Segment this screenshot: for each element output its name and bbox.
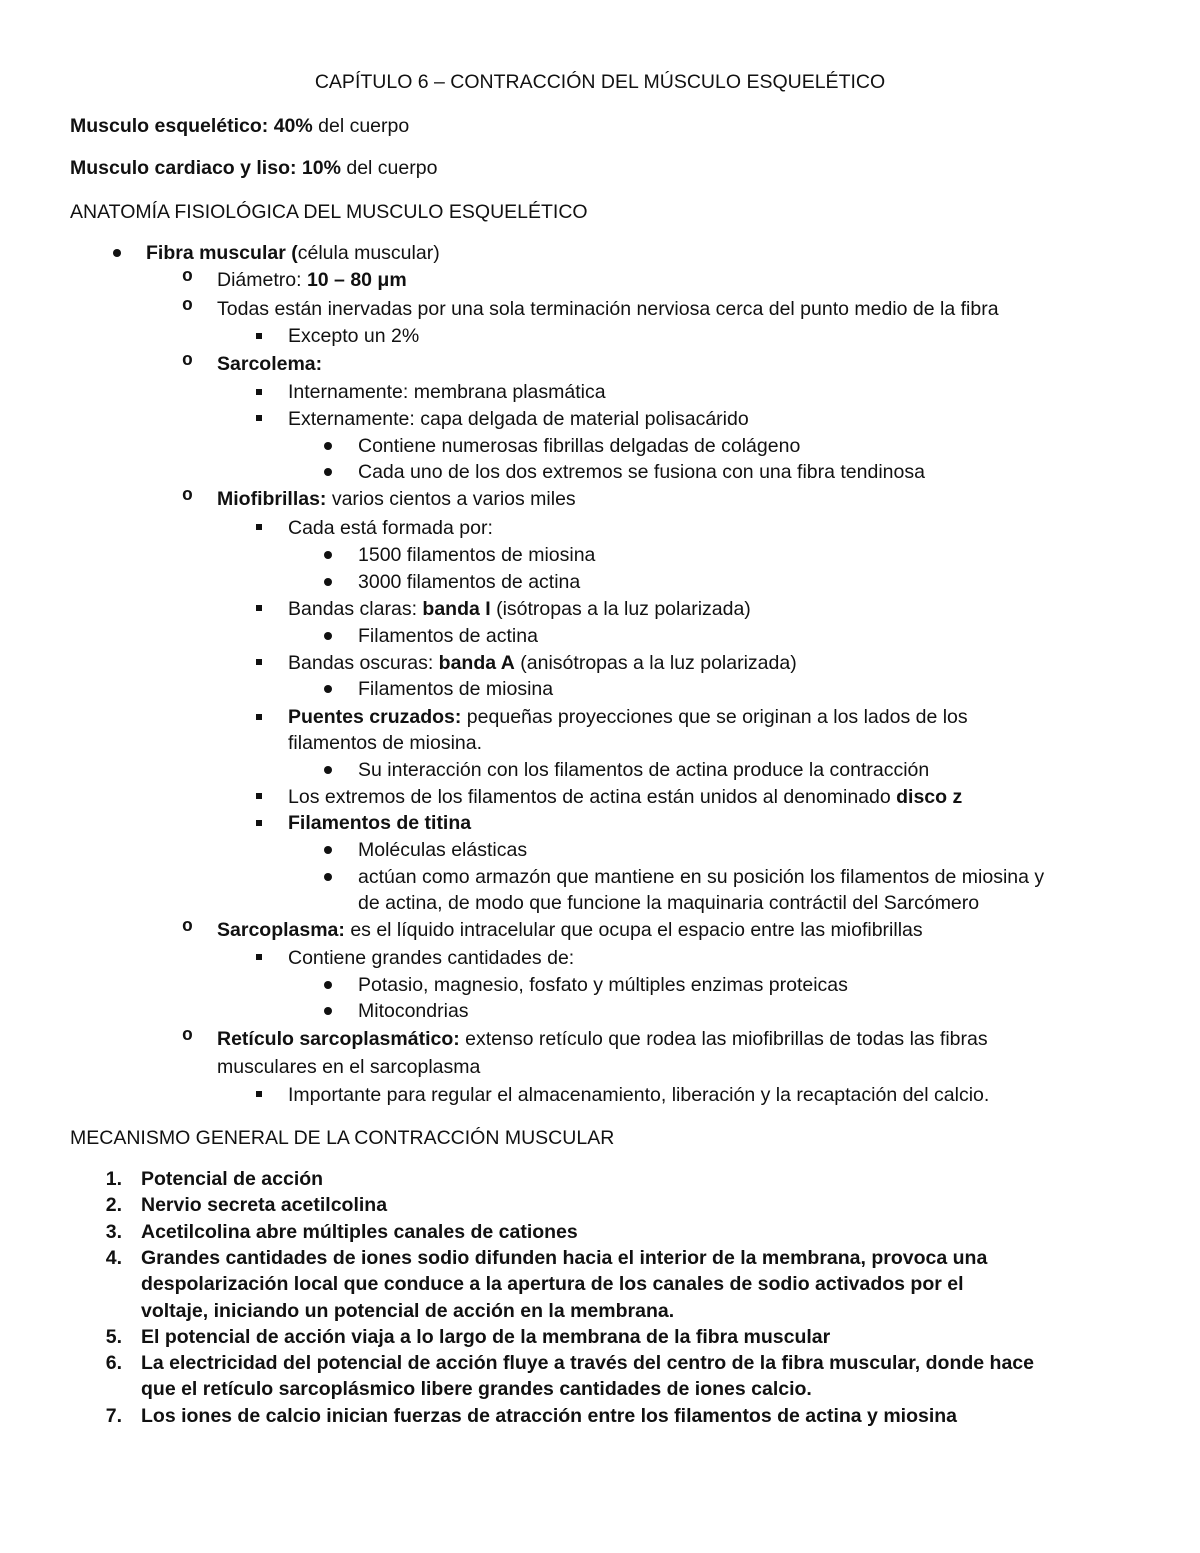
- step-text: Los iones de calcio inician fuerzas de atracción entre los filamentos de actina y miosina: [141, 1404, 958, 1427]
- item-diametro: Diámetro: 10 – 80 μm: [217, 269, 407, 291]
- bullet-dot-icon: [324, 468, 332, 476]
- bullet-dot-icon: [324, 551, 332, 559]
- item-mitocondrias: Mitocondrias: [358, 1000, 469, 1022]
- item-puentes: Puentes cruzados: pequeñas proyecciones que se originan a los lados de los: [288, 706, 968, 728]
- bullet-square-icon: [256, 524, 262, 530]
- item-excepto: Excepto un 2%: [288, 325, 420, 347]
- bullet-square-icon: [256, 415, 262, 421]
- bullet-dot-icon: [324, 1007, 332, 1015]
- document-title: CAPÍTULO 6 – CONTRACCIÓN DEL MÚSCULO ESQUELÉTICO: [314, 71, 886, 93]
- item-sarcoplasma: Sarcoplasma: es el líquido intracelular que ocupa el espacio entre las miofibrillas: [217, 919, 923, 941]
- step-number: 4.: [105, 1246, 122, 1269]
- bullet-square-icon: [256, 659, 262, 665]
- bullet-dot-icon: [324, 442, 332, 450]
- item-extremos: Los extremos de los filamentos de actina están unidos al denominado disco z: [288, 786, 963, 808]
- intro-line-cardiac: Musculo cardiaco y liso: 10% del cuerpo: [70, 157, 438, 179]
- bullet-dot-icon: [324, 981, 332, 989]
- item-titina: Filamentos de titina: [288, 812, 472, 834]
- step-text: Potencial de acción: [141, 1168, 324, 1190]
- bullet-square-icon: [256, 820, 262, 826]
- item-puentes-cont: filamentos de miosina.: [288, 732, 483, 754]
- item-su-interaccion: Su interacción con los filamentos de actina produce la contracción: [358, 759, 930, 781]
- step-text: que el retículo sarcoplásmico libere grandes cantidades de iones calcio.: [141, 1378, 812, 1401]
- item-externamente: Externamente: capa delgada de material polisacárido: [288, 408, 749, 430]
- bullet-dot-icon: [324, 846, 332, 854]
- item-actina-3000: 3000 filamentos de actina: [358, 571, 581, 593]
- item-sarcolema: Sarcolema:: [217, 353, 323, 375]
- bullet-dot-icon: [324, 578, 332, 586]
- section-heading-mechanism: MECANISMO GENERAL DE LA CONTRACCIÓN MUSCULAR: [70, 1127, 615, 1149]
- step-text: despolarización local que conduce a la apertura de los canales de sodio activados por el: [141, 1273, 964, 1296]
- bullet-o-icon: o: [182, 1026, 193, 1046]
- step-text: Grandes cantidades de iones sodio difunden hacia el interior de la membrana, provoca una: [141, 1246, 988, 1269]
- item-fil-miosina: Filamentos de miosina: [358, 678, 554, 700]
- item-bandas-claras: Bandas claras: banda I (isótropas a la luz polarizada): [288, 598, 751, 620]
- intro-line-skeletal: Musculo esquelético: 40% del cuerpo: [70, 115, 410, 137]
- bullet-o-icon: o: [182, 296, 193, 316]
- item-moleculas: Moléculas elásticas: [358, 839, 528, 861]
- item-reticulo: Retículo sarcoplasmático: extenso retículo que rodea las miofibrillas de todas las fibras: [217, 1028, 988, 1050]
- bullet-o-icon: o: [182, 917, 193, 937]
- step-number: 5.: [105, 1325, 122, 1348]
- item-reticulo-cont: musculares en el sarcoplasma: [217, 1056, 481, 1078]
- bullet-square-icon: [256, 714, 262, 720]
- bullet-square-icon: [256, 954, 262, 960]
- item-contiene-fibrillas: Contiene numerosas fibrillas delgadas de colágeno: [358, 435, 801, 457]
- item-importante: Importante para regular el almacenamiento, liberación y la recaptación del calcio.: [288, 1084, 990, 1106]
- step-text: El potencial de acción viaja a lo largo de la membrana de la fibra muscular: [141, 1325, 831, 1348]
- step-number: 1.: [105, 1168, 122, 1190]
- item-armazon: actúan como armazón que mantiene en su posición los filamentos de miosina y: [358, 866, 1045, 888]
- step-number: 2.: [105, 1194, 122, 1217]
- bullet-square-icon: [256, 793, 262, 799]
- item-bandas-oscuras: Bandas oscuras: banda A (anisótropas a la luz polarizada): [288, 652, 797, 674]
- bullet-dot-icon: [324, 873, 332, 881]
- bullet-dot-icon: [324, 766, 332, 774]
- bullet-square-icon: [256, 1091, 262, 1097]
- bullet-dot-icon: [113, 249, 121, 257]
- item-inervadas: Todas están inervadas por una sola terminación nerviosa cerca del punto medio de la fibra: [217, 298, 999, 320]
- step-number: 7.: [105, 1404, 122, 1427]
- bullet-square-icon: [256, 605, 262, 611]
- step-number: 6.: [105, 1352, 122, 1375]
- bullet-o-icon: o: [182, 267, 193, 287]
- step-text: voltaje, iniciando un potencial de acción en la membrana.: [141, 1299, 675, 1322]
- bullet-dot-icon: [324, 632, 332, 640]
- item-armazon-cont: de actina, de modo que funcione la maquinaria contráctil del Sarcómero: [358, 892, 980, 914]
- step-text: La electricidad del potencial de acción fluye a través del centro de la fibra muscular, donde hace: [141, 1352, 1034, 1375]
- bullet-o-icon: o: [182, 486, 193, 506]
- bullet-dot-icon: [324, 685, 332, 693]
- item-cada-extremo: Cada uno de los dos extremos se fusiona con una fibra tendinosa: [358, 461, 925, 483]
- item-potasio: Potasio, magnesio, fosfato y múltiples enzimas proteicas: [358, 974, 848, 996]
- step-text: Acetilcolina abre múltiples canales de cationes: [141, 1220, 578, 1243]
- item-fibra-muscular: Fibra muscular (célula muscular): [146, 242, 440, 264]
- section-heading-anatomy: ANATOMÍA FISIOLÓGICA DEL MUSCULO ESQUELÉTICO: [70, 201, 588, 223]
- step-number: 3.: [105, 1220, 122, 1243]
- item-cada-formada: Cada está formada por:: [288, 517, 493, 539]
- step-text: Nervio secreta acetilcolina: [141, 1194, 388, 1217]
- item-miosina-1500: 1500 filamentos de miosina: [358, 544, 596, 566]
- bullet-square-icon: [256, 333, 262, 339]
- item-miofibrillas: Miofibrillas: varios cientos a varios miles: [217, 488, 576, 510]
- bullet-o-icon: o: [182, 351, 193, 371]
- item-internamente: Internamente: membrana plasmática: [288, 381, 606, 403]
- item-fil-actina: Filamentos de actina: [358, 625, 538, 647]
- bullet-square-icon: [256, 389, 262, 395]
- item-contiene-grandes: Contiene grandes cantidades de:: [288, 947, 575, 969]
